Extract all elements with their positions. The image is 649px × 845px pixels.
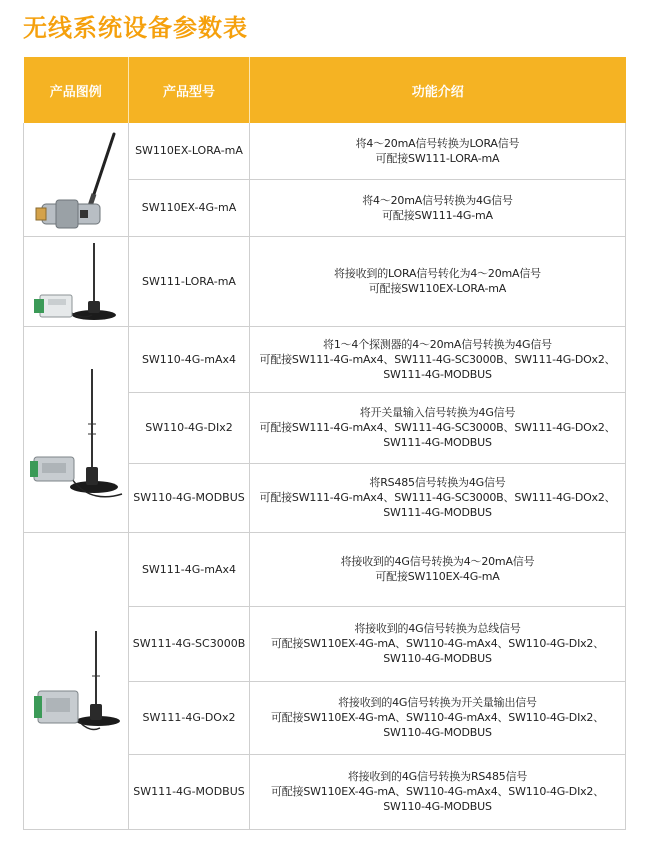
function-cell: 将RS485信号转换为4G信号 可配接SW111-4G-mAx4、SW111-4G-SC3000B、SW111-4G-DOx2、 SW111-4G-MODBUS bbox=[250, 463, 626, 532]
header-product-model: 产品型号 bbox=[129, 57, 250, 123]
model-cell: SW111-4G-DOx2 bbox=[129, 681, 250, 754]
function-cell: 将开关量输入信号转换为4G信号 可配接SW111-4G-mAx4、SW111-4G-SC3000B、SW111-4G-DOx2、 SW111-4G-MODBUS bbox=[250, 392, 626, 463]
table-row bbox=[24, 532, 626, 606]
model-cell: SW111-4G-mAx4 bbox=[129, 532, 250, 606]
device-parameter-table bbox=[23, 57, 626, 830]
model-cell: SW111-4G-SC3000B bbox=[129, 606, 250, 681]
model-cell: SW111-4G-MODBUS bbox=[129, 754, 250, 829]
product-image-transmitter-antenna bbox=[24, 123, 129, 236]
function-cell: 将接收到的4G信号转换为总线信号 可配接SW110EX-4G-mA、SW110-4G-mAx4、SW110-4G-DIx2、 SW110-4G-MODBUS bbox=[250, 606, 626, 681]
function-cell: 将接收到的LORA信号转化为4～20mA信号 可配接SW110EX-LORA-mA bbox=[250, 236, 626, 326]
product-image-receiver-box bbox=[24, 532, 129, 829]
table-row bbox=[24, 326, 626, 392]
function-cell: 将接收到的4G信号转换为RS485信号 可配接SW110EX-4G-mA、SW110-4G-mAx4、SW110-4G-DIx2、 SW110-4G-MODBUS bbox=[250, 754, 626, 829]
model-cell: SW110-4G-MODBUS bbox=[129, 463, 250, 532]
function-cell: 将4～20mA信号转换为4G信号 可配接SW111-4G-mA bbox=[250, 179, 626, 236]
function-cell: 将接收到的4G信号转换为4～20mA信号 可配接SW110EX-4G-mA bbox=[250, 532, 626, 606]
model-cell: SW111-LORA-mA bbox=[129, 236, 250, 326]
model-cell: SW110EX-4G-mA bbox=[129, 179, 250, 236]
function-cell: 将接收到的4G信号转换为开关量输出信号 可配接SW110EX-4G-mA、SW110-4G-mAx4、SW110-4G-DIx2、 SW110-4G-MODBUS bbox=[250, 681, 626, 754]
header-function: 功能介绍 bbox=[250, 57, 626, 123]
page-title: 无线系统设备参数表 bbox=[23, 14, 248, 42]
product-image-receiver-antenna bbox=[24, 236, 129, 326]
product-image-transmitter-box bbox=[24, 326, 129, 532]
model-cell: SW110-4G-DIx2 bbox=[129, 392, 250, 463]
table-row bbox=[24, 123, 626, 179]
model-cell: SW110-4G-mAx4 bbox=[129, 326, 250, 392]
function-cell: 将1～4个探测器的4～20mA信号转换为4G信号 可配接SW111-4G-mAx4、SW111-4G-SC3000B、SW111-4G-DOx2、 SW111-4G-MODBUS bbox=[250, 326, 626, 392]
function-cell: 将4～20mA信号转换为LORA信号 可配接SW111-LORA-mA bbox=[250, 123, 626, 179]
header-product-image: 产品图例 bbox=[24, 57, 129, 123]
model-cell: SW110EX-LORA-mA bbox=[129, 123, 250, 179]
table-header-row bbox=[24, 57, 626, 123]
table-row bbox=[24, 236, 626, 326]
